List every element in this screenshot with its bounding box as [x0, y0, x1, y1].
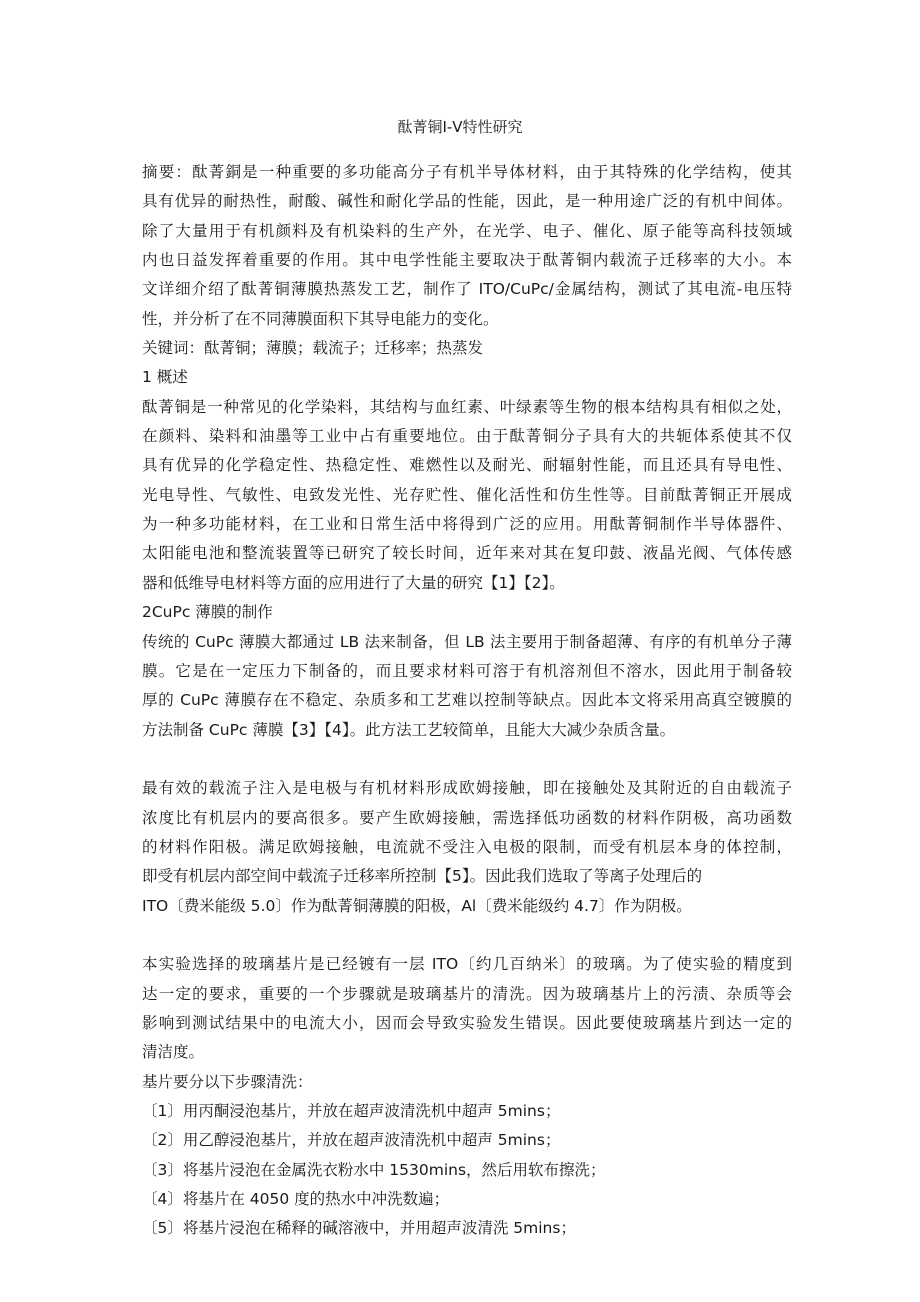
text-line: 影响到测试结果中的电流大小，因而会导致实验发生错误。因此要使玻璃基片到达一定的 — [142, 1013, 792, 1032]
text-line: 〔4〕将基片在 4050 度的热水中冲洗数遍； — [142, 1190, 450, 1209]
text-line: 〔5〕将基片浸泡在稀释的碱溶液中，并用超声波清洗 5mins； — [142, 1219, 576, 1238]
paragraph-spacer — [142, 745, 792, 774]
text-line: 〔3〕将基片浸泡在金属洗衣粉水中 1530mins，然后用软布擦洗； — [142, 1160, 606, 1179]
document-body — [142, 158, 792, 1244]
text-line: 的材料作阳极。满足欧姆接触，电流就不受注入电极的限制，而受有机层本身的体控制， — [142, 837, 792, 856]
text-line: 传统的 CuPc 薄膜大都通过 LB 法来制备，但 LB 法主要用于制备超薄、有序的有机单分子薄 — [142, 632, 792, 651]
text-line: 1 概述 — [142, 368, 188, 387]
text-line: 关键词：酞菁铜；薄膜；载流子；迁移率；热蒸发 — [142, 339, 484, 358]
document-title: 酞菁铜Ⅰ-Ⅴ特性研究 — [397, 118, 523, 136]
text-line: 内也日益发挥着重要的作用。其中电学性能主要取决于酞菁铜内载流子迁移率的大小。本 — [142, 251, 792, 270]
text-line: 浓度比有机层内的要高很多。要产生欧姆接触，需选择低功函数的材料作阴极，高功函数 — [142, 808, 792, 827]
text-line: 〔1〕用丙酮浸泡基片，并放在超声波清洗机中超声 5mins； — [142, 1102, 561, 1120]
text-line: 基片要分以下步骤清洗： — [142, 1072, 313, 1091]
text-line: 光电导性、气敏性、电致发光性、光存贮性、催化活性和仿生性等。目前酞菁铜正开展成 — [142, 485, 792, 504]
text-line: 太阳能电池和整流装置等已研究了较长时间，近年来对其在复印鼓、液晶光阀、气体传感 — [142, 544, 792, 563]
text-line: 最有效的载流子注入是电极与有机材料形成欧姆接触，即在接触处及其附近的自由载流子 — [142, 779, 792, 798]
text-line: 2CuPc 薄膜的制作 — [142, 603, 273, 622]
text-line: 摘要：酞菁銅是一种重要的多功能高分子有机半导体材料，由于其特殊的化学结构，使其 — [142, 163, 792, 181]
text-line: 具有优异的化学稳定性、热稳定性、难燃性以及耐光、耐辐射性能，而且还具有导电性、 — [142, 456, 792, 475]
text-line: ITO〔费米能级 5.0〕作为酞菁铜薄膜的阳极，Al〔费米能级约 4.7〕作为阴极。 — [142, 896, 692, 915]
text-line: 达一定的要求，重要的一个步骤就是玻璃基片的清洗。因为玻璃基片上的污渍、杂质等会 — [142, 984, 792, 1003]
text-line: 除了大量用于有机颜料及有机染料的生产外，在光学、电子、催化、原子能等高科技领域 — [142, 221, 792, 240]
text-line: 本实验选择的玻璃基片是已经镀有一层 ITO〔约几百纳米〕的玻璃。为了使实验的精度到 — [142, 955, 792, 974]
text-line: 〔2〕用乙醇浸泡基片，并放在超声波清洗机中超声 5mins； — [142, 1131, 561, 1150]
text-line: 厚的 CuPc 薄膜存在不稳定、杂质多和工艺难以控制等缺点。因此本文将采用高真空镀膜的 — [142, 691, 792, 710]
text-line: 清洁度。 — [142, 1043, 205, 1062]
text-line: 文详细介绍了酞菁铜薄膜热蒸发工艺，制作了 ITO/CuPc/金属结构，测试了其电流-电压特 — [142, 280, 792, 299]
text-line: 性，并分析了在不同薄膜面积下其导电能力的变化。 — [142, 309, 499, 328]
text-line: 即受有机层内部空间中载流子迁移率所控制【5】。因此我们选取了等离子处理后的 — [142, 867, 703, 886]
text-line: 膜。它是在一定压力下制备的，而且要求材料可溶于有机溶剂但不溶水，因此用于制备较 — [142, 661, 792, 680]
text-line: 酞菁铜是一种常见的化学染料，其结构与血红素、叶绿素等生物的根本结构具有相似之处， — [142, 397, 792, 416]
text-line: 方法制备 CuPc 薄膜【3】【4】。此方法工艺较简单，且能大大减少杂质含量。 — [142, 720, 676, 739]
paragraph-spacer — [142, 921, 792, 950]
text-line: 具有优异的耐热性，耐酸、碱性和耐化学品的性能，因此，是一种用途广泛的有机中间体。 — [142, 192, 792, 211]
text-line: 在颜料、染料和油墨等工业中占有重要地位。由于酞菁铜分子具有大的共轭体系使其不仅 — [142, 427, 792, 446]
text-line: 器和低维导电材料等方面的应用进行了大量的研究【1】【2】。 — [142, 573, 565, 592]
text-line: 为一种多功能材料，在工业和日常生活中将得到广泛的应用。用酞菁铜制作半导体器件、 — [142, 515, 792, 534]
